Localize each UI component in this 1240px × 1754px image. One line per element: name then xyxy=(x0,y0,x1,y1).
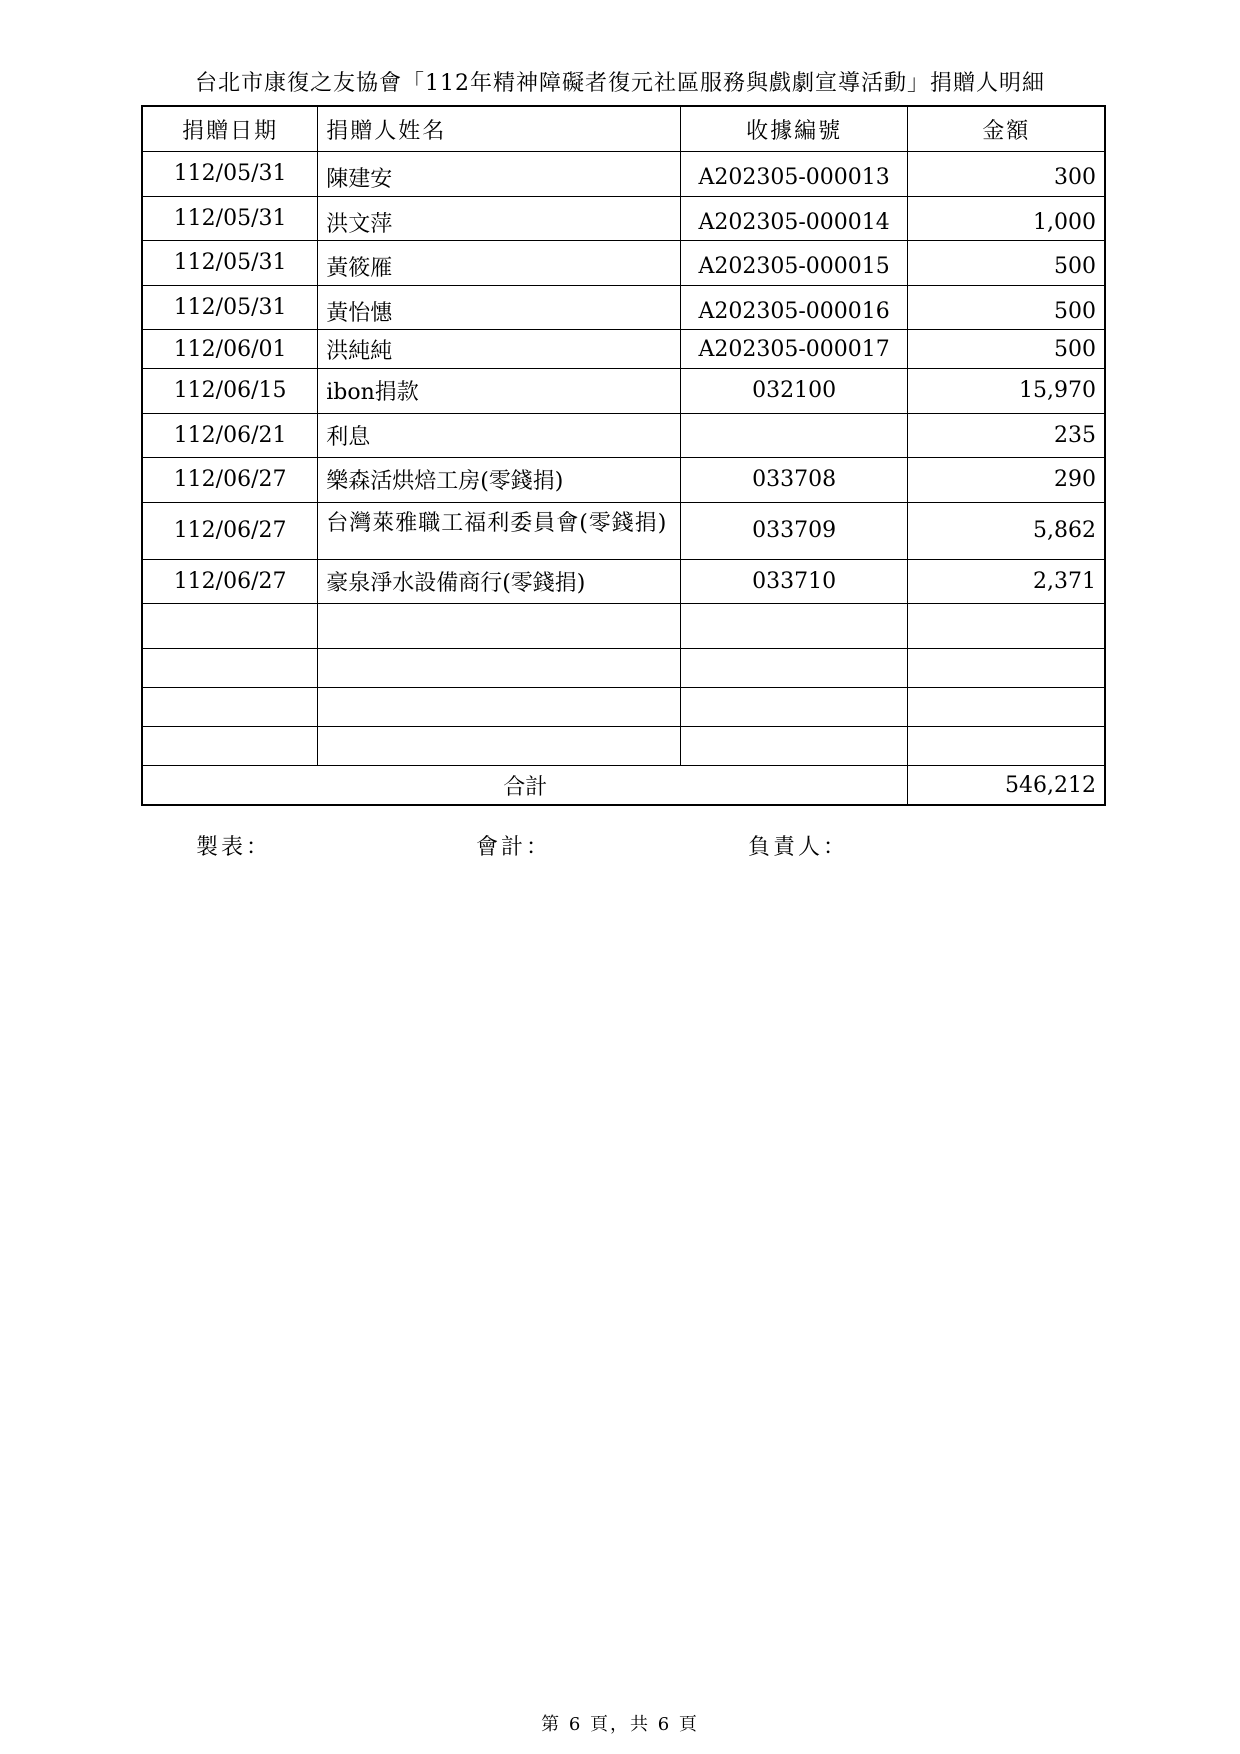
receipt-number: A202305-000017 xyxy=(680,330,908,369)
table-row xyxy=(142,152,1105,197)
empty-table-row xyxy=(142,688,1105,727)
donation-amount: 2,371 xyxy=(908,559,1105,604)
donation-amount: 5,862 xyxy=(908,502,1105,559)
header-name: 捐贈人姓名 xyxy=(318,106,681,152)
table-row xyxy=(142,330,1105,369)
total-label: 合計 xyxy=(142,766,908,806)
empty-table-row xyxy=(142,727,1105,766)
responsible-person-label: 負責人： xyxy=(748,835,849,860)
table-row xyxy=(142,369,1105,414)
table-header-row xyxy=(142,106,1105,152)
receipt-number: A202305-000013 xyxy=(698,165,890,191)
header-receipt: 收據編號 xyxy=(680,106,908,152)
table-row xyxy=(142,559,1105,604)
donation-date: 112/06/27 xyxy=(142,458,318,503)
receipt-number: A202305-000015 xyxy=(698,254,890,280)
donation-date: 112/05/31 xyxy=(142,241,318,286)
donation-date: 112/06/21 xyxy=(142,413,318,458)
donation-date: 112/05/31 xyxy=(142,285,318,330)
donation-date: 112/06/27 xyxy=(142,502,318,559)
table-row xyxy=(142,413,1105,458)
document-title: 台北市康復之友協會「112年精神障礙者復元社區服務與戲劇宣導活動」捐贈人明細 xyxy=(195,71,1045,96)
receipt-number: 033708 xyxy=(680,458,908,503)
table-row xyxy=(142,196,1105,241)
donation-amount: 500 xyxy=(1054,298,1096,324)
donor-name: 洪文萍 xyxy=(326,211,393,237)
donor-name: 台灣萊雅職工福利委員會(零錢捐) xyxy=(326,510,668,536)
donor-name: 陳建安 xyxy=(326,167,393,193)
donation-amount: 1,000 xyxy=(1033,209,1096,235)
page-number: 第 6 頁，共 6 頁 xyxy=(541,1714,699,1735)
donation-date: 112/06/27 xyxy=(142,559,318,604)
donor-name: 洪純純 xyxy=(318,330,681,369)
donation-amount: 500 xyxy=(1054,254,1096,280)
donor-name: ibon捐款 xyxy=(318,369,681,414)
receipt-number: 033710 xyxy=(680,559,908,604)
donation-date: 112/05/31 xyxy=(142,152,318,197)
total-amount: 546,212 xyxy=(908,766,1105,806)
receipt-number: 032100 xyxy=(680,369,908,414)
donor-name: 利息 xyxy=(318,413,681,458)
donor-name: 黃筱雁 xyxy=(326,256,393,282)
donation-amount: 300 xyxy=(1054,165,1096,191)
receipt-number: 033709 xyxy=(680,502,908,559)
donation-date: 112/06/01 xyxy=(142,330,318,369)
receipt-number xyxy=(680,413,908,458)
donation-amount: 290 xyxy=(908,458,1105,503)
donation-amount: 235 xyxy=(908,413,1105,458)
header-date: 捐贈日期 xyxy=(142,106,318,152)
donor-name: 黃怡憓 xyxy=(326,300,393,326)
empty-table-row xyxy=(142,649,1105,688)
table-row xyxy=(142,458,1105,503)
donor-table xyxy=(141,105,1106,806)
donation-amount: 500 xyxy=(908,330,1105,369)
empty-table-row xyxy=(142,604,1105,649)
table-row xyxy=(142,502,1105,559)
donation-date: 112/05/31 xyxy=(142,196,318,241)
accounting-label: 會計： xyxy=(476,835,552,860)
receipt-number: A202305-000014 xyxy=(698,209,890,235)
table-row xyxy=(142,285,1105,330)
donation-amount: 15,970 xyxy=(908,369,1105,414)
donor-name: 樂森活烘焙工房(零錢捐) xyxy=(318,458,681,503)
donation-date: 112/06/15 xyxy=(142,369,318,414)
donor-name: 豪泉淨水設備商行(零錢捐) xyxy=(318,559,681,604)
table-row xyxy=(142,241,1105,286)
header-amount: 金額 xyxy=(908,106,1105,152)
total-row xyxy=(142,766,1105,806)
receipt-number: A202305-000016 xyxy=(698,298,890,324)
prepared-by-label: 製表： xyxy=(196,835,272,860)
